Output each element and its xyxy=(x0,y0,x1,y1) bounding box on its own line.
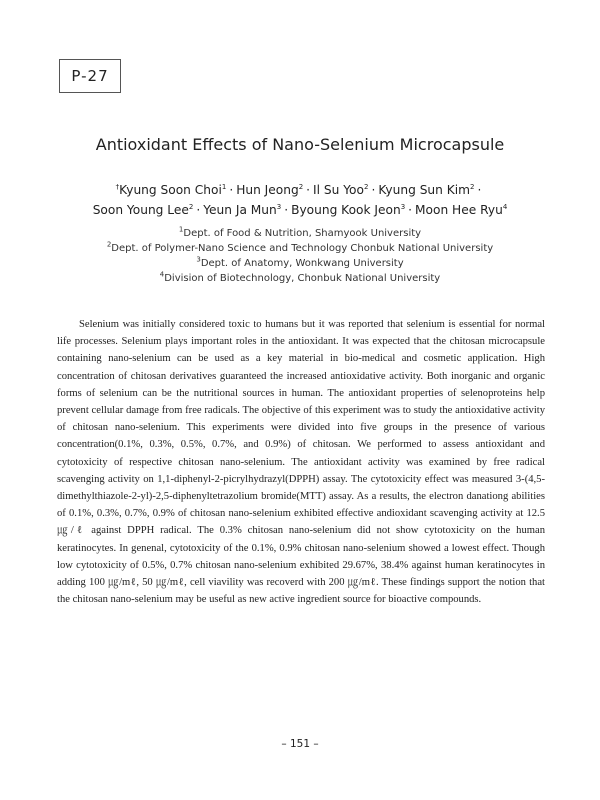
affiliation: $^1$Dept. of Food & Nutrition, Shamyook University xyxy=(178,225,422,239)
affiliation: $^4$Division of Biotechnology, Chonbuk National University xyxy=(159,270,441,284)
poster-id-box xyxy=(59,59,121,93)
author-affil-num: 1 xyxy=(221,182,227,191)
author-affil-num: 2 xyxy=(470,182,475,191)
corresponding-mark: † xyxy=(115,182,120,191)
author: Byoung Kook Jeon$^3$ xyxy=(291,202,406,217)
affiliation: $^3$Dept. of Anatomy, Wonkwang University xyxy=(196,255,404,269)
author-line-1 xyxy=(40,180,560,200)
author-separator: · xyxy=(229,183,234,197)
author-separator: · xyxy=(196,203,201,217)
author: Moon Hee Ryu$^4$ xyxy=(415,202,508,217)
author-affil-num: 2 xyxy=(188,202,194,211)
author-affil-num: 2 xyxy=(363,182,369,191)
paper-title: Antioxidant Effects of Nano-Selenium Microcapsule xyxy=(95,135,505,154)
author-separator: · xyxy=(284,203,289,217)
author-separator: · xyxy=(408,203,413,217)
page-number: – 151 – xyxy=(281,738,319,750)
author-affil-num: 3 xyxy=(400,202,406,211)
author-affil-num: 4 xyxy=(502,202,508,211)
author-separator: · xyxy=(477,183,482,197)
author: Yeun Ja Mun$^3$ xyxy=(203,202,282,217)
author-separator: · xyxy=(371,183,376,197)
author: Il Su Yoo$^2$ xyxy=(313,182,369,197)
author: †Kyung Soon Choi$^1$ xyxy=(115,182,227,197)
author-affil-num: 2 xyxy=(298,182,304,191)
author: Hun Jeong$^2$ xyxy=(236,182,304,197)
affiliations xyxy=(0,226,600,286)
author: Kyung Sun Kim$^2$ xyxy=(378,182,475,197)
author-affil-num: 3 xyxy=(276,202,282,211)
abstract-paragraph: Selenium was initially considered toxic to humans but it was reported that selenium is essential for normal life processes. Selenium plays important roles in the antioxidant. It was expected that the chitosan microcapsule containing nano-selenium can be used as a key material in bio-medical and cosmetic application. High concentration of chitosan derivatives guaranteed the increased antioxidative activity. Both inorganic and organic forms of selenium can be the nutritional sources in human. The antioxidant properties of selenoproteins help prevent cellular damage from free radicals. The objective of this experiment was to study the antioxidative activity of chitosan nano-selenium. This experiments were divided into five groups in the presence of various concentration(0.1%, 0.3%, 0.5%, 0.7%, and 0.9%) of chitosan. We performed to assess antioxidant and cytotoxicity of respective chitosan nano-selenium. The antioxidant activity was examined by free radical scavenging activity on 1,1-diphenyl-2-picrylhydrazyl(DPPH) assay. The cytotoxicity effect was measured 3-(4,5-dimethylthiazole-2-yl)-2,5-diphenyltetrazolium bromide(MTT) assay. As a results, the electron danationg abilities of 0.1%, 0.3%, 0.7%, 0.9% of chitosan nano-selenium exhibited effective andioxidant scavenging activity at 12.5 ㎍/ℓ against DPPH radical. The 0.3% chitosan nano-selenium did not show cytotoxicity on the human keratinocytes. In genenal, cytotoxicity of the 0.1%, 0.9% chitosan nano-selenium showed a lowest effect. Though low cytotoxicity of 0.5%, 0.7% chitosan nano-selenium exhibited 29.67%, 38.4% against human keratinocytes in adding 100 ㎍/mℓ, 50 ㎍/mℓ, cell viavility was recoverd with 200 ㎍/mℓ. These findings support the notion that the chitosan nano-selenium may be useful as new active ingredient source for bioactive compounds. xyxy=(57,319,545,606)
poster-id: P-27 xyxy=(71,67,109,85)
affiliation: $^2$Dept. of Polymer-Nano Science and Technology Chonbuk National University xyxy=(106,240,494,254)
author: Soon Young Lee$^2$ xyxy=(92,202,194,217)
author-separator: · xyxy=(306,183,311,197)
author-line-2 xyxy=(40,200,560,220)
